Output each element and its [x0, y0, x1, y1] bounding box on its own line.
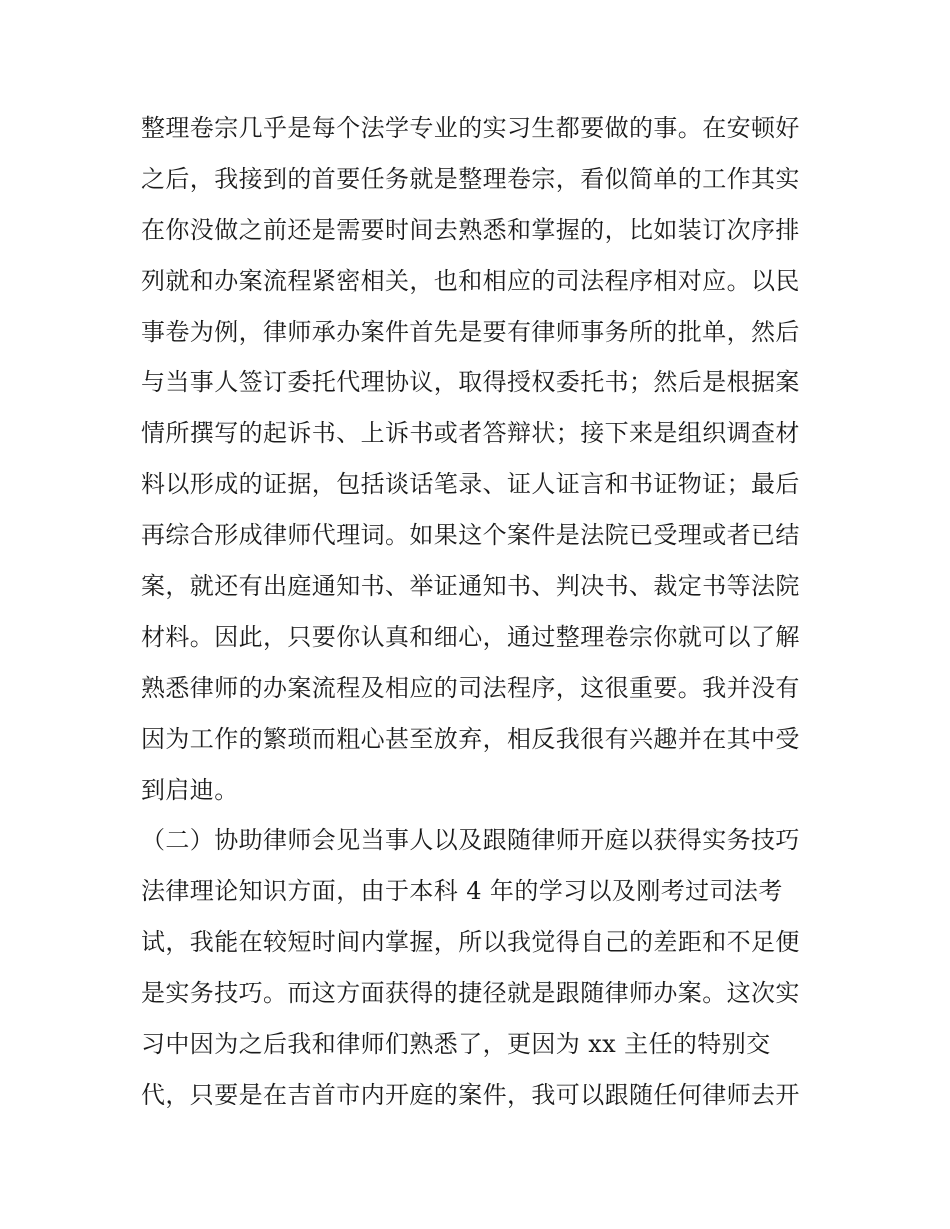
text-line: 列就和办案流程紧密相关，也和相应的司法程序相对应。以民 [141, 266, 800, 295]
text-line: 与当事人签订委托代理协议，取得授权委托书；然后是根据案 [141, 368, 800, 397]
text-line: 在你没做之前还是需要时间去熟悉和掌握的，比如装订次序排 [141, 215, 800, 244]
text-line: 再综合形成律师代理词。如果这个案件是法院已受理或者已结 [141, 521, 800, 550]
text-line: 材料。因此，只要你认真和细心，通过整理卷宗你就可以了解 [141, 622, 800, 651]
text-line: 到启迪。 [141, 775, 239, 804]
text-line: 事卷为例，律师承办案件首先是要有律师事务所的批单，然后 [141, 317, 800, 346]
text-line: 是实务技巧。而这方面获得的捷径就是跟随律师办案。这次实 [141, 979, 800, 1008]
text-line: 代，只要是在吉首市内开庭的案件，我可以跟随任何律师去开 [141, 1080, 800, 1109]
text-line: 整理卷宗几乎是每个法学专业的实习生都要做的事。在安顿好 [141, 114, 800, 142]
text-line: 料以形成的证据，包括谈话笔录、证人证言和书证物证；最后 [141, 470, 800, 499]
text-line: 熟悉律师的办案流程及相应的司法程序，这很重要。我并没有 [141, 673, 800, 702]
text-line: 法律理论知识方面，由于本科 4 年的学习以及刚考过司法考 [141, 877, 783, 906]
text-line: 试，我能在较短时间内掌握，所以我觉得自己的差距和不足便 [141, 928, 800, 957]
text-line: 案，就还有出庭通知书、举证通知书、判决书、裁定书等法院 [141, 572, 800, 601]
section-heading: （二）协助律师会见当事人以及跟随律师开庭以获得实务技巧 [141, 826, 800, 855]
text-line: 之后，我接到的首要任务就是整理卷宗，看似简单的工作其实 [141, 164, 800, 193]
text-line: 情所撰写的起诉书、上诉书或者答辩状；接下来是组织调查材 [141, 419, 800, 448]
document-body-text [141, 103, 821, 1121]
text-line: 习中因为之后我和律师们熟悉了，更因为 xx 主任的特别交 [141, 1030, 771, 1059]
text-line: 因为工作的繁琐而粗心甚至放弃，相反我很有兴趣并在其中受 [141, 724, 800, 753]
